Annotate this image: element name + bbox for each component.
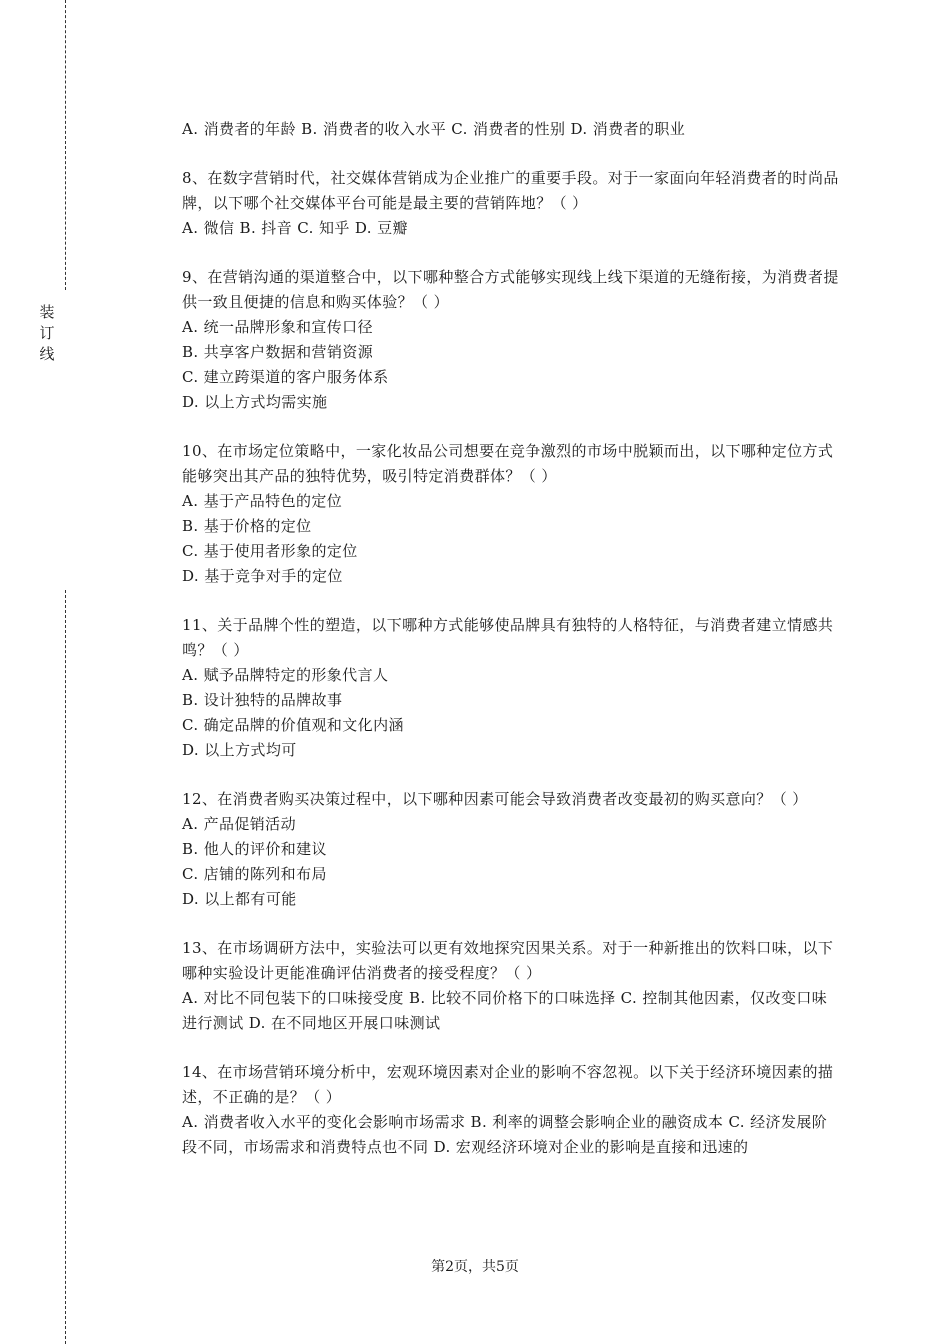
option-a: A. 产品促销活动 xyxy=(182,815,296,833)
option-a: A. 基于产品特色的定位 xyxy=(182,492,343,510)
option-b: B. 共享客户数据和营销资源 xyxy=(182,343,374,361)
question-11 xyxy=(182,613,842,763)
question-13-stem: 13、在市场调研方法中，实验法可以更有效地探究因果关系。对于一种新推出的饮料口味，以下哪种实验设计更能准确评估消费者的接受程度？（ ） xyxy=(182,939,834,982)
option-d: D. 以上方式均需实施 xyxy=(182,393,328,411)
option-c: C. 店铺的陈列和布局 xyxy=(182,865,327,883)
binding-label-char: 线 xyxy=(39,345,55,363)
question-8-options: A. 微信 B. 抖音 C. 知乎 D. 豆瓣 xyxy=(182,219,408,237)
option-d: D. 以上都有可能 xyxy=(182,890,297,908)
question-13 xyxy=(182,936,842,1036)
page-number: 第2页，共5页 xyxy=(431,1259,519,1275)
question-12-stem: 12、在消费者购买决策过程中，以下哪种因素可能会导致消费者改变最初的购买意向？（ ） xyxy=(182,790,808,808)
binding-dashed-line-bottom xyxy=(65,590,66,1344)
question-14-options: A. 消费者收入水平的变化会影响市场需求 B. 利率的调整会影响企业的融资成本 C. 经济发展阶段不同，市场需求和消费特点也不同 D. 宏观经济环境对企业的影响是直接和迅速的 xyxy=(182,1113,828,1156)
binding-label-char: 订 xyxy=(39,324,55,342)
option-d: D. 基于竞争对手的定位 xyxy=(182,567,343,585)
question-7 xyxy=(182,117,842,142)
question-10 xyxy=(182,439,842,589)
option-b: B. 他人的评价和建议 xyxy=(182,840,327,858)
option-c: C. 确定品牌的价值观和文化内涵 xyxy=(182,716,404,734)
question-content xyxy=(182,117,842,1184)
binding-line-label xyxy=(36,302,58,365)
question-8 xyxy=(182,166,842,241)
option-c: C. 建立跨渠道的客户服务体系 xyxy=(182,368,389,386)
option-b: B. 设计独特的品牌故事 xyxy=(182,691,343,709)
question-12 xyxy=(182,787,842,912)
question-7-options: A. 消费者的年龄 B. 消费者的收入水平 C. 消费者的性别 D. 消费者的职业 xyxy=(182,120,686,138)
question-10-stem: 10、在市场定位策略中，一家化妆品公司想要在竞争激烈的市场中脱颖而出，以下哪种定位方式能够突出其产品的独特优势，吸引特定消费群体？（ ） xyxy=(182,442,834,485)
option-a: A. 统一品牌形象和宣传口径 xyxy=(182,318,373,336)
question-13-options: A. 对比不同包装下的口味接受度 B. 比较不同价格下的口味选择 C. 控制其他因素，仅改变口味进行测试 D. 在不同地区开展口味测试 xyxy=(182,989,828,1032)
question-9-stem: 9、在营销沟通的渠道整合中，以下哪种整合方式能够实现线上线下渠道的无缝衔接，为消费者提供一致且便捷的信息和购买体验？（ ） xyxy=(182,268,839,311)
binding-label-char: 装 xyxy=(39,303,55,321)
question-11-stem: 11、关于品牌个性的塑造，以下哪种方式能够使品牌具有独特的人格特征，与消费者建立情感共鸣？（ ） xyxy=(182,616,834,659)
option-d: D. 以上方式均可 xyxy=(182,741,297,759)
question-9 xyxy=(182,265,842,415)
option-a: A. 赋予品牌特定的形象代言人 xyxy=(182,666,389,684)
option-b: B. 基于价格的定位 xyxy=(182,517,312,535)
question-14 xyxy=(182,1060,842,1160)
option-c: C. 基于使用者形象的定位 xyxy=(182,542,358,560)
page-footer xyxy=(0,1257,950,1277)
binding-dashed-line-top xyxy=(65,0,66,290)
question-8-stem: 8、在数字营销时代，社交媒体营销成为企业推广的重要手段。对于一家面向年轻消费者的时尚品牌，以下哪个社交媒体平台可能是最主要的营销阵地？（ ） xyxy=(182,169,839,212)
question-14-stem: 14、在市场营销环境分析中，宏观环境因素对企业的影响不容忽视。以下关于经济环境因素的描述，不正确的是？（ ） xyxy=(182,1063,834,1106)
